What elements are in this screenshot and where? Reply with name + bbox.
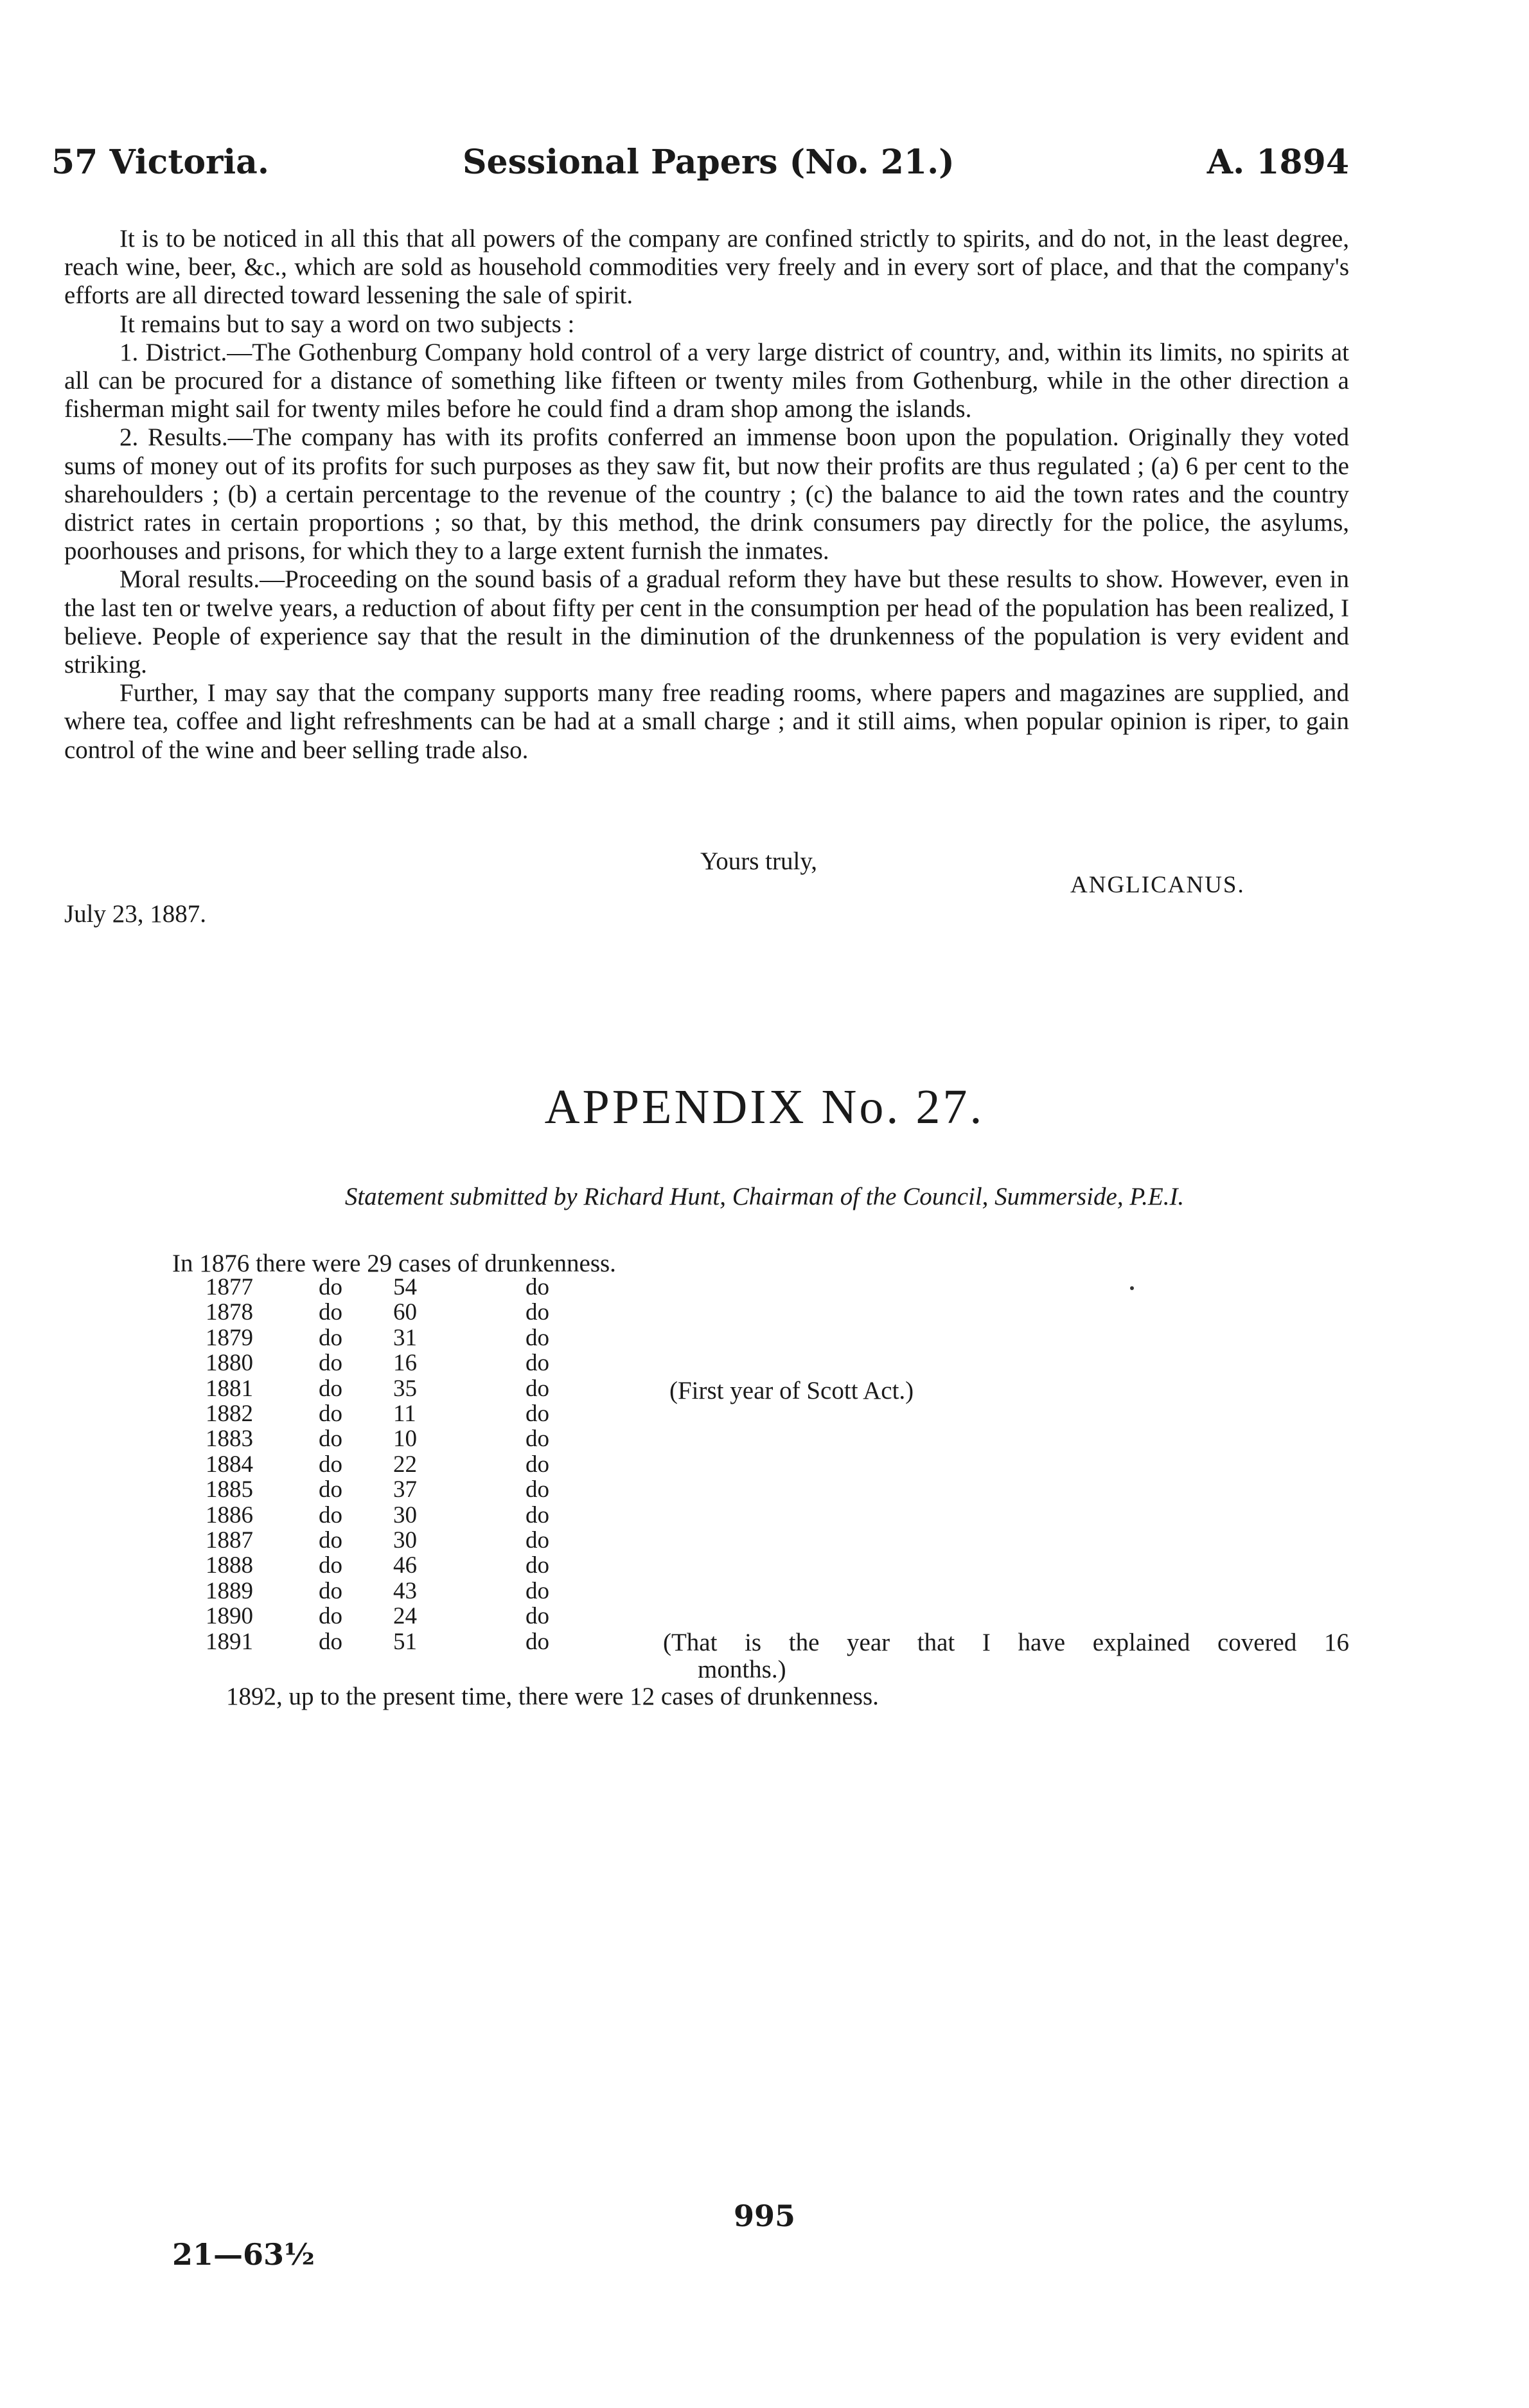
- table-intro: In 1876 there were 29 cases of drunkenness.: [172, 1250, 616, 1277]
- table-final: 1892, up to the present time, there were 12 cases of drunkenness.: [226, 1683, 879, 1710]
- table-count: 10: [393, 1426, 417, 1452]
- table-ditto: do: [526, 1476, 549, 1503]
- table-year: 1879: [206, 1325, 253, 1351]
- table-year: 1891: [206, 1629, 253, 1655]
- table-ditto: do: [319, 1476, 342, 1503]
- table-ditto: do: [319, 1426, 342, 1452]
- note-1891-line1: (That is the year that I have explained covered 16: [663, 1629, 1349, 1656]
- table-ditto: do: [319, 1274, 342, 1300]
- table-ditto: do: [526, 1552, 549, 1579]
- table-ditto: do: [526, 1376, 549, 1402]
- table-ditto: do: [526, 1451, 549, 1478]
- table-ditto: do: [319, 1325, 342, 1351]
- table-year: 1890: [206, 1603, 253, 1629]
- table-ditto: do: [526, 1299, 549, 1325]
- table-count: 37: [393, 1476, 417, 1503]
- table-ditto: do: [526, 1325, 549, 1351]
- table-ditto: do: [319, 1552, 342, 1579]
- table-ditto: do: [319, 1502, 342, 1528]
- table-year: 1887: [206, 1527, 253, 1554]
- table-year: 1882: [206, 1401, 253, 1427]
- table-ditto: do: [319, 1350, 342, 1376]
- header-center: Sessional Papers (No. 21.): [463, 143, 955, 182]
- page-number: 995: [733, 2199, 796, 2233]
- table-ditto: do: [319, 1376, 342, 1402]
- table-count: 31: [393, 1325, 417, 1351]
- table-ditto: do: [526, 1426, 549, 1452]
- table-count: 51: [393, 1629, 417, 1655]
- table-year: 1878: [206, 1299, 253, 1325]
- table-year: 1889: [206, 1578, 253, 1604]
- table-year: 1886: [206, 1502, 253, 1528]
- table-count: 30: [393, 1502, 417, 1528]
- letter-signature: ANGLICANUS.: [1070, 872, 1245, 898]
- appendix-statement: Statement submitted by Richard Hunt, Chairman of the Council, Summerside, P.E.I.: [344, 1183, 1185, 1210]
- table-ditto: do: [319, 1578, 342, 1604]
- table-ditto: do: [319, 1451, 342, 1478]
- table-ditto: do: [526, 1350, 549, 1376]
- paragraph: 2. Results.—The company has with its profits conferred an immense boon upon the population. Originally they voted sums of money out of its profits for such purposes as they saw fit, but now their profits are thus regulated ; (a) 6 per cent to the sharehoulders ; (b) a certain percentage to the revenue of the country ; (c) the balance to aid the town rates and the country district rates in certain proportions ; so that, by this method, the drink consumers pay directly for the police, the asylums, poorhouses and prisons, for which they to a large extent furnish the inmates.: [64, 423, 1349, 565]
- table-count: 43: [393, 1578, 417, 1604]
- table-ditto: do: [319, 1629, 342, 1655]
- running-header: [51, 143, 1349, 194]
- table-count: 35: [393, 1376, 417, 1402]
- table-ditto: do: [319, 1299, 342, 1325]
- letter-closing: Yours truly,: [700, 847, 818, 875]
- table-ditto: do: [526, 1502, 549, 1528]
- table-ditto: do: [526, 1401, 549, 1427]
- header-left: 57 Victoria.: [51, 143, 269, 182]
- table-count: 16: [393, 1350, 417, 1376]
- table-count: 46: [393, 1552, 417, 1579]
- note-1891: [663, 1629, 1349, 1683]
- table-ditto: do: [526, 1274, 549, 1300]
- paragraph: It is to be noticed in all this that all powers of the company are confined strictly to spirits, and do not, in the least degree, reach wine, beer, &c., which are sold as household commodities very freely and in every sort of place, and that the company's efforts are all directed toward lessening the sale of spirit.: [64, 225, 1349, 310]
- signature-mark: 21—63½: [172, 2237, 315, 2272]
- table-year: 1883: [206, 1426, 253, 1452]
- paragraph: Further, I may say that the company supports many free reading rooms, where papers and magazines are supplied, and where tea, coffee and light refreshments can be had at a small charge ; and it still aims, when popular opinion is riper, to gain control of the wine and beer selling trade also.: [64, 679, 1349, 764]
- table-count: 30: [393, 1527, 417, 1554]
- paragraph: Moral results.—Proceeding on the sound basis of a gradual reform they have but these results to show. However, even in the last ten or twelve years, a reduction of about fifty per cent in the consumption per head of the population has been realized, I believe. People of experience say that the result in the diminution of the drunkenness of the population is very evident and striking.: [64, 565, 1349, 679]
- table-ditto: do: [526, 1603, 549, 1629]
- table-year: 1877: [206, 1274, 253, 1300]
- paragraph: It remains but to say a word on two subjects :: [119, 310, 575, 338]
- paragraph: 1. District.—The Gothenburg Company hold control of a very large district of country, and, within its limits, no spirits at all can be procured for a distance of something like fifteen or twenty miles from Gothenburg, while in the other direction a fisherman might sail for twenty miles before he could find a dram shop among the islands.: [64, 338, 1349, 423]
- table-ditto: do: [319, 1603, 342, 1629]
- table-count: 22: [393, 1451, 417, 1478]
- note-1891-line2: months.): [698, 1656, 786, 1683]
- table-ditto: do: [319, 1527, 342, 1554]
- letter-body: [64, 225, 1349, 765]
- table-count: 11: [393, 1401, 416, 1427]
- table-count: 24: [393, 1603, 417, 1629]
- table-year: 1884: [206, 1451, 253, 1478]
- letter-date: July 23, 1887.: [64, 900, 207, 928]
- table-year: 1888: [206, 1552, 253, 1579]
- table-year: 1881: [206, 1376, 253, 1402]
- appendix-title: APPENDIX No. 27.: [544, 1080, 985, 1134]
- table-ditto: do: [526, 1629, 549, 1655]
- table-ditto: do: [526, 1527, 549, 1554]
- print-speck: [1130, 1286, 1134, 1290]
- table-ditto: do: [526, 1578, 549, 1604]
- table-count: 60: [393, 1299, 417, 1325]
- table-year: 1880: [206, 1350, 253, 1376]
- note-1881: (First year of Scott Act.): [669, 1377, 914, 1404]
- table-ditto: do: [319, 1401, 342, 1427]
- table-year: 1885: [206, 1476, 253, 1503]
- header-right: A. 1894: [1206, 143, 1349, 182]
- table-count: 54: [393, 1274, 417, 1300]
